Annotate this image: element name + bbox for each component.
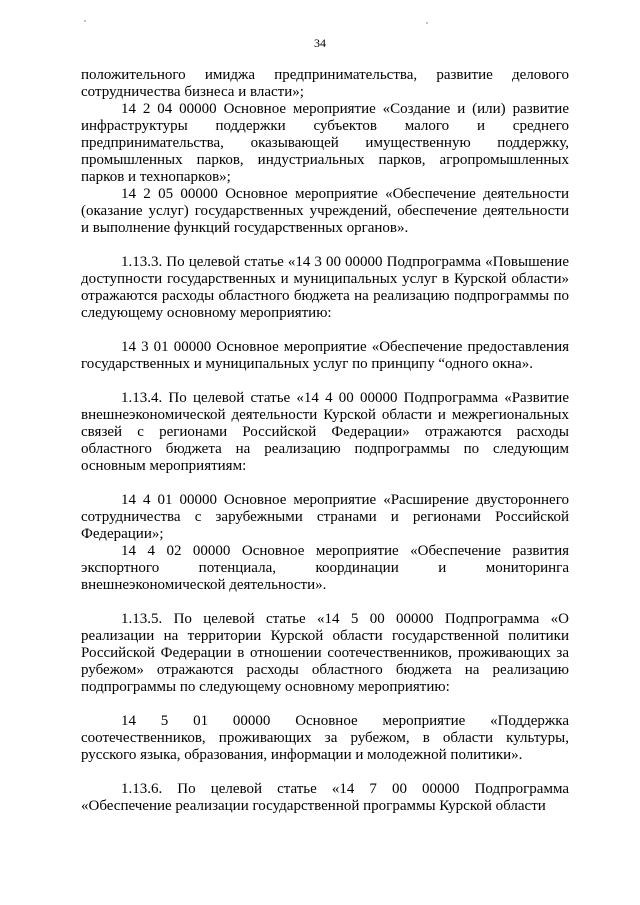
page-number: 34	[314, 36, 326, 50]
paragraph: 14 4 02 00000 Основное мероприятие «Обеспечение развития экспортного потенциала, координации и мониторинга внешнеэкономической деятельности».	[81, 543, 569, 593]
paragraph: 1.13.4. По целевой статье «14 4 00 00000 Подпрограмма «Развитие внешнеэкономической деятельности Курской области и межрегиональных связей с регионами Российской Федерации» отражаются расходы областного бюджета на реализацию подпрограммы по следующим основным мероприятиям:	[81, 390, 569, 474]
paragraph: 14 2 04 00000 Основное мероприятие «Создание и (или) развитие инфраструктуры поддержки субъектов малого и среднего предпринимательства, оказывающей имущественную поддержку, промышленных парков, индустриальных парков, агропромышленных парков и технопарков»;	[81, 101, 569, 185]
scan-speck	[84, 20, 86, 22]
paragraph: 14 2 05 00000 Основное мероприятие «Обеспечение деятельности (оказание услуг) государственных учреждений, обеспечение деятельности и выполнение функций государственных органов».	[81, 186, 569, 236]
document-body	[81, 67, 569, 815]
paragraph: 14 5 01 00000 Основное мероприятие «Поддержка соотечественников, проживающих за рубежом, в области культуры, русского языка, образования, информации и молодежной политики».	[81, 713, 569, 763]
scan-speck	[426, 22, 428, 24]
paragraph: 14 3 01 00000 Основное мероприятие «Обеспечение предоставления государственных и муниципальных услуг по принципу “одного окна».	[81, 339, 569, 372]
paragraph: 1.13.6. По целевой статье «14 7 00 00000 Подпрограмма «Обеспечение реализации государственной программы Курской области	[81, 781, 569, 814]
paragraph: 14 4 01 00000 Основное мероприятие «Расширение двустороннего сотрудничества с зарубежными странами и регионами Российской Федерации»;	[81, 492, 569, 542]
paragraph: 1.13.3. По целевой статье «14 3 00 00000 Подпрограмма «Повышение доступности государственных и муниципальных услуг в Курской области» отражаются расходы областного бюджета на реализацию подпрограммы по следующему основному мероприятию:	[81, 254, 569, 321]
paragraph: положительного имиджа предпринимательства, развитие делового сотрудничества бизнеса и власти»;	[81, 67, 569, 100]
paragraph: 1.13.5. По целевой статье «14 5 00 00000 Подпрограмма «О реализации на территории Курской области государственной политики Российской Федерации в отношении соотечественников, проживающих за рубежом» отражаются расходы областного бюджета на реализацию подпрограммы по следующему основному мероприятию:	[81, 611, 569, 695]
